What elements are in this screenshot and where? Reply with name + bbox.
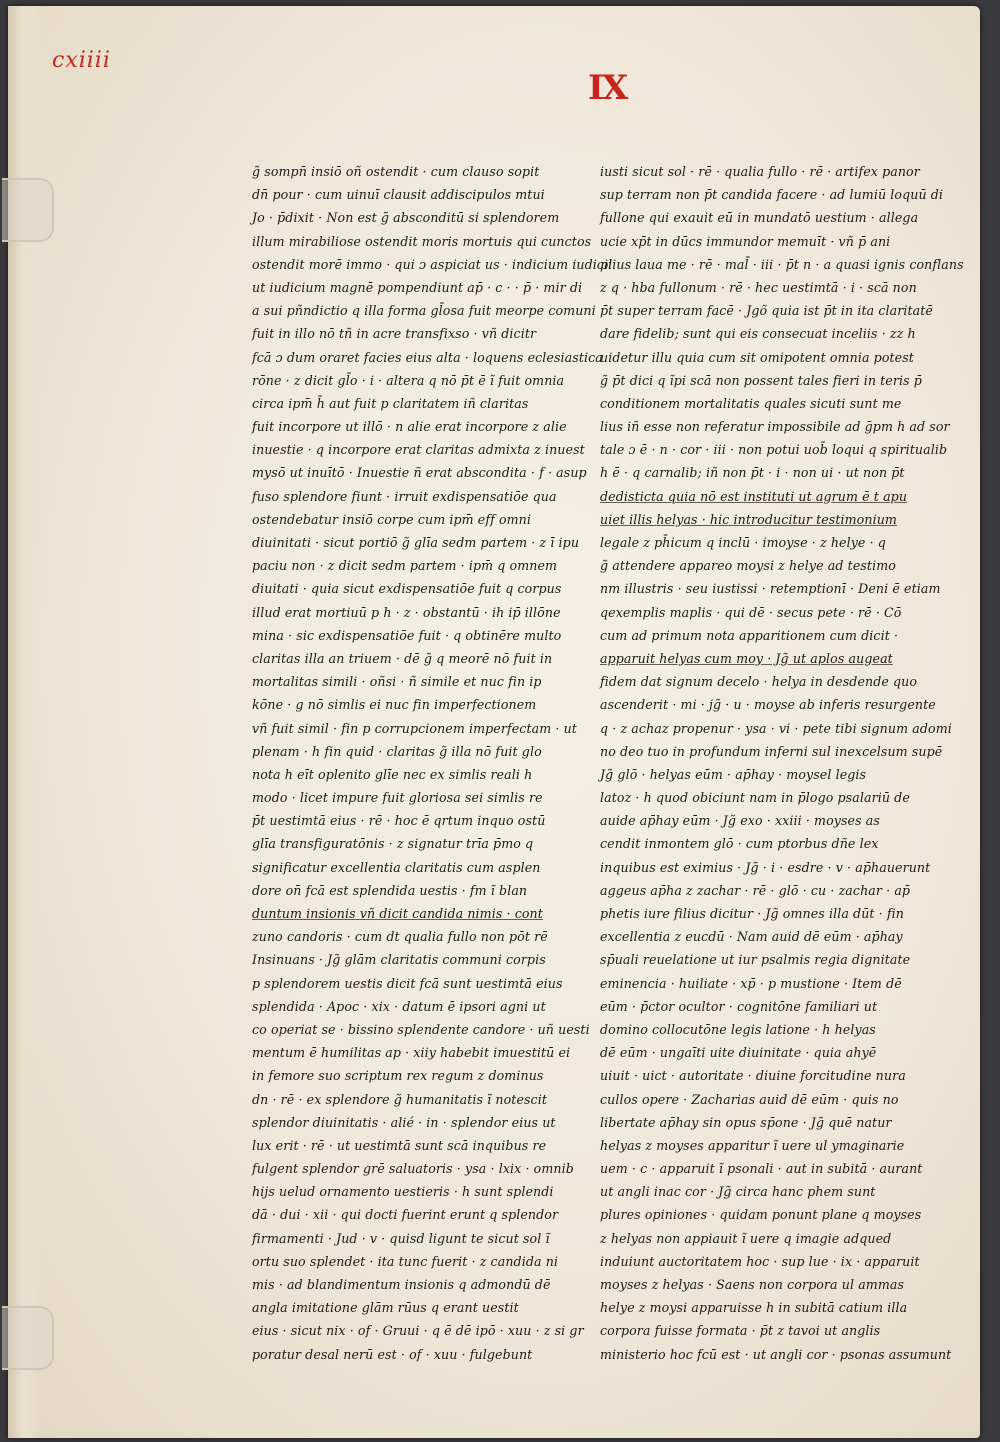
text-line: aggeus ap̄ha z zachar · rē · glō · cu · zachar · ap̄ — [600, 882, 911, 898]
text-line: cullos opere · Zacharias auid dē eūm · quis no — [600, 1091, 899, 1107]
text-line: p̄t uestimtā eius · rē · hoc ē qrtum inquo ostū — [252, 813, 546, 829]
text-line: latoz · h quod obiciunt nam in p̄logo psalariū de — [600, 790, 910, 806]
folio-number: cxiiii — [52, 48, 111, 73]
text-line: lux erit · rē · ut uestimtā sunt scā inquibus re — [252, 1137, 547, 1153]
text-line: in femore suo scriptum rex regum z dominus — [252, 1068, 544, 1084]
text-line: mentum ē humilitas ap · xiiy habebit imuestitū ei — [252, 1045, 571, 1061]
text-line: Insinuans · Jg̃ glām claritatis communi corpis — [252, 952, 546, 968]
text-line: fuit in illo nō tñ in acre transfixso · vñ dicitr — [252, 326, 537, 342]
text-line: splendida · Apoc · xix · datum ē ipsori agni ut — [252, 998, 546, 1014]
text-line: domino collocutōne legis latione · h helyas — [600, 1021, 876, 1037]
text-line: co operiat se · bissino splendente candore · uñ uesti — [252, 1021, 590, 1037]
text-line: cendit inmontem glō · cum ptorbus dñe lex — [600, 836, 879, 852]
text-line: apparuit helyas cum moy · Jg̃ ut aplos augeat — [600, 650, 893, 666]
text-line: ostendit morē immo · qui ɔ aspiciat us · indicium iudicii — [252, 256, 613, 272]
text-line: phetis iure filius dicitur · Jg̃ omnes illa dūt · fin — [600, 906, 904, 921]
binding-stitch — [2, 178, 54, 242]
text-line: helye z moysi apparuisse h in subitā catium illa — [600, 1300, 908, 1316]
text-line: modo · licet impure fuit gloriosa sei simlis re — [252, 790, 543, 806]
text-line: kōne · g nō simlis ei nuc fin imperfectionem — [252, 697, 537, 713]
text-line: fullone qui exauit eū in mundatō uestium · allega — [600, 210, 919, 226]
text-line: dare fidelib; sunt qui eis consecuat inceliis · zz h — [600, 326, 916, 342]
text-line: p splendorem uestis dicit fcā sunt uestimtā eius — [252, 975, 563, 991]
text-line: fuso splendore fiunt · irruit exdispensatiōe qua — [252, 488, 557, 504]
left-text-column — [252, 160, 613, 1366]
text-line: rōne · z dicit gl̄o · i · altera q nō p̄t ē ĩ fuit omnia — [252, 372, 565, 388]
text-line: uiet illis helyas · hic introducitur testimonium — [600, 511, 897, 527]
text-line: dore on̄ fcā est splendida uestis · fm ĩ blan — [252, 882, 528, 898]
text-line: paciu non · z dicit sedm partem · ipm̄ q omnem — [252, 558, 558, 574]
text-line: h ē · q carnalib; iñ non p̄t · i · non ui · ut non p̄t — [600, 465, 905, 481]
text-line: g̃ attendere appareo moysi z helye ad testimo — [600, 558, 896, 574]
text-line: q · z achaz propenur · ysa · vi · pete tibi signum adomi — [600, 720, 952, 736]
text-line: dā · dui · xii · qui docti fuerint erunt q splendor — [252, 1207, 559, 1223]
text-line: a sui pñndictio q illa forma gl̄osa fuit meorpe comuni — [252, 303, 596, 319]
text-line: iusti sicut sol · rē · qualia fullo · rē · artifex panor — [600, 164, 920, 179]
text-line: circa ipm̄ h̄ aut fuit p claritatem iñ claritas — [252, 395, 529, 411]
text-line: ucie xp̄t in dūcs immundor memuīt · vñ p̄ ani — [600, 233, 891, 249]
text-line: plures opiniones · quidam ponunt plane q moyses — [600, 1207, 922, 1223]
text-line: plius laua me · rē · mal̄ · iii · p̄t n · a quasi ignis conflans — [600, 256, 964, 272]
text-line: firmamenti · Jud · v · quisd ligunt te sicut sol ĩ — [252, 1230, 550, 1246]
text-line: zuno candoris · cum dt qualia fullo non pōt rē — [252, 929, 548, 945]
text-line: legale z ph̄icum q inclū · imoyse · z helye · q — [600, 535, 886, 550]
text-line: induiunt auctoritatem hoc · sup lue · ix · apparuit — [600, 1253, 920, 1269]
text-line: tale ɔ ē · n · cor · iii · non potui uob̄ loqui q spiritualib — [600, 442, 948, 458]
text-line: eius · sicut nix · of · Gruui · q ē dē ipō · xuu · z si gr — [252, 1323, 584, 1339]
text-line: inquibus est eximius · Jg̃ · i · esdre · v · ap̄hauerunt — [600, 859, 931, 875]
text-line: uem · c · apparuit ĩ psonali · aut in subitā · aurant — [600, 1161, 923, 1177]
text-line: diuinitati · sicut portiō g̃ glīa sedm partem · z ī ipu — [252, 535, 580, 550]
text-line: fcā ɔ dum oraret facies eius alta · loquens eclesiastica — [252, 349, 603, 365]
right-text-column — [600, 160, 964, 1366]
text-line: eūm · p̄ctor ocultor · cognitōne familiari ut — [600, 998, 878, 1014]
text-line: mina · sic exdispensatiōe fuit · q obtinēre multo — [252, 627, 562, 643]
text-line: dedisticta quia nō est instituti ut agrum ē t apu — [600, 488, 908, 504]
text-line: dē eūm · ungaīti uite diuinitate · quia ahyē — [600, 1045, 877, 1061]
text-line: fidem dat signum decelo · helya in desdende quo — [600, 674, 918, 690]
text-line: fulgent splendor grē saluatoris · ysa · lxix · omnib — [252, 1161, 574, 1177]
manuscript-page — [8, 6, 980, 1438]
text-line: no deo tuo in profundum inferni sul inexcelsum supē — [600, 743, 943, 759]
text-line: hijs uelud ornamento uestieris · h sunt splendi — [252, 1184, 554, 1200]
text-line: sp̄uali reuelatione ut iur psalmis regia dignitate — [600, 952, 911, 968]
text-line: lius iñ esse non referatur impossibile ad ḡpm h ad sor — [600, 419, 950, 435]
text-line: inuestie · q incorpore erat claritas admixta z inuest — [252, 442, 585, 458]
text-line: angla imitatione glām rūus q erant uestit — [252, 1300, 519, 1316]
text-line: ortu suo splendet · ita tunc fuerit · z candida ni — [252, 1253, 559, 1269]
text-line: g̃ p̄t dici q ĩpi scā non possent tales fieri in teris p̄ — [600, 372, 922, 388]
text-line: ascenderit · mi · jg̃ · u · moyse ab inferis resurgente — [600, 697, 936, 713]
text-line: libertate ap̄hay sin opus sp̄one · Jg̃ quē natur — [600, 1114, 892, 1130]
text-line: cum ad primum nota apparitionem cum dicit · — [600, 627, 899, 643]
text-line: mis · ad blandimentum insionis q admondū dē — [252, 1277, 551, 1292]
text-line: auide ap̄hay eūm · Jg̃ exo · xxiii · moyses as — [600, 813, 880, 829]
text-line: duntum insionis vñ dicit candida nimis · cont — [252, 906, 543, 921]
text-line: conditionem mortalitatis quales sicuti sunt me — [600, 395, 902, 411]
chapter-number: IX — [588, 68, 627, 108]
text-line: g̃ sompn̄ insiō oñ ostendit · cum clauso sopit — [252, 164, 540, 179]
text-line: moyses z helyas · Saens non corpora ul ammas — [600, 1277, 905, 1292]
text-line: mortalitas simili · oñsi · ñ simile et nuc fin ip — [252, 674, 542, 690]
text-line: glīa transfiguratōnis · z signatur trīa p̄mo q — [252, 836, 534, 852]
text-line: ostendebatur insiō corpe cum ipm̄ eff omni — [252, 511, 532, 527]
text-line: excellentia z eucdū · Nam auid dē eūm · ap̄hay — [600, 929, 903, 945]
text-line: mysō ut inuītō · Inuestie ñ erat abscondita · f · asup — [252, 465, 587, 481]
text-line: eminencia · huiliate · xp̄ · p mustione · Item dē — [600, 975, 902, 991]
text-line: Jo · p̄dixit · Non est g̃ absconditū si splendorem — [252, 210, 560, 226]
text-line: z helyas non appiauit ĩ uere q imagie adqued — [600, 1230, 892, 1246]
text-line: Jg̃ glō · helyas eūm · ap̄hay · moysel legis — [600, 766, 867, 782]
text-line: ut iudicium magnē pompendiunt ap̄ · c · · p̄ · mir di — [252, 279, 583, 295]
binding-stitch — [2, 1306, 54, 1370]
text-line: corpora fuisse formata · p̄t z tavoi ut anglis — [600, 1323, 881, 1339]
text-line: illud erat mortiuū p h · z · obstantū · ih ip̄ illōne — [252, 604, 561, 620]
text-line: nota h eīt oplenito glīe nec ex simlis reali h — [252, 766, 533, 782]
text-line: illum mirabiliose ostendit moris mortuis qui cunctos — [252, 233, 592, 249]
text-line: claritas illa an triuem · dē g̃ q meorē nō fuit in — [252, 650, 553, 666]
text-line: ut angli inac cor · Jg̃ circa hanc phem sunt — [600, 1184, 876, 1200]
text-line: dn̄ pour · cum uinuī clausit addiscipulos mtui — [252, 187, 545, 203]
text-line: p̄t super terram facē · Jgõ quia ist p̄t in ita claritatē — [600, 303, 933, 319]
text-line: vñ fuit simil · fin p corrupcionem imperfectam · ut — [252, 720, 577, 736]
text-line: dn · rē · ex splendore g̃ humanitatis ĩ notescit — [252, 1091, 548, 1107]
text-line: helyas z moyses apparitur ĩ uere ul ymaginarie — [600, 1137, 905, 1153]
text-line: plenam · h fin quid · claritas g̃ illa nō fuit glo — [252, 743, 542, 759]
text-line: sup terram non p̄t candida facere · ad lumiū loquū di — [600, 187, 944, 203]
text-line: splendor diuinitatis · alié · in · splendor eius ut — [252, 1114, 556, 1130]
text-line: qexemplis maplis · qui dē · secus pete · rē · Cō — [600, 604, 902, 620]
text-line: uidetur illu quia cum sit omipotent omnia potest — [600, 349, 914, 365]
text-line: uiuit · uict · autoritate · diuine forcitudine nura — [600, 1068, 906, 1084]
text-line: diuitati · quia sicut exdispensatiōe fuit q corpus — [252, 581, 562, 597]
text-line: nm illustris · seu iustissi · retemptionī · Deni ē etiam — [600, 581, 941, 597]
text-line: significatur excellentia claritatis cum asplen — [252, 859, 541, 875]
text-line: ministerio hoc fcū est · ut angli cor · psonas assumunt — [600, 1346, 952, 1362]
text-line: fuit incorpore ut illō · n alie erat incorpore z alie — [252, 419, 567, 435]
text-line: poratur desal nerū est · of · xuu · fulgebunt — [252, 1346, 533, 1362]
text-line: z q · hba fullonum · rē · hec uestimtā · i · scā non — [600, 279, 917, 295]
